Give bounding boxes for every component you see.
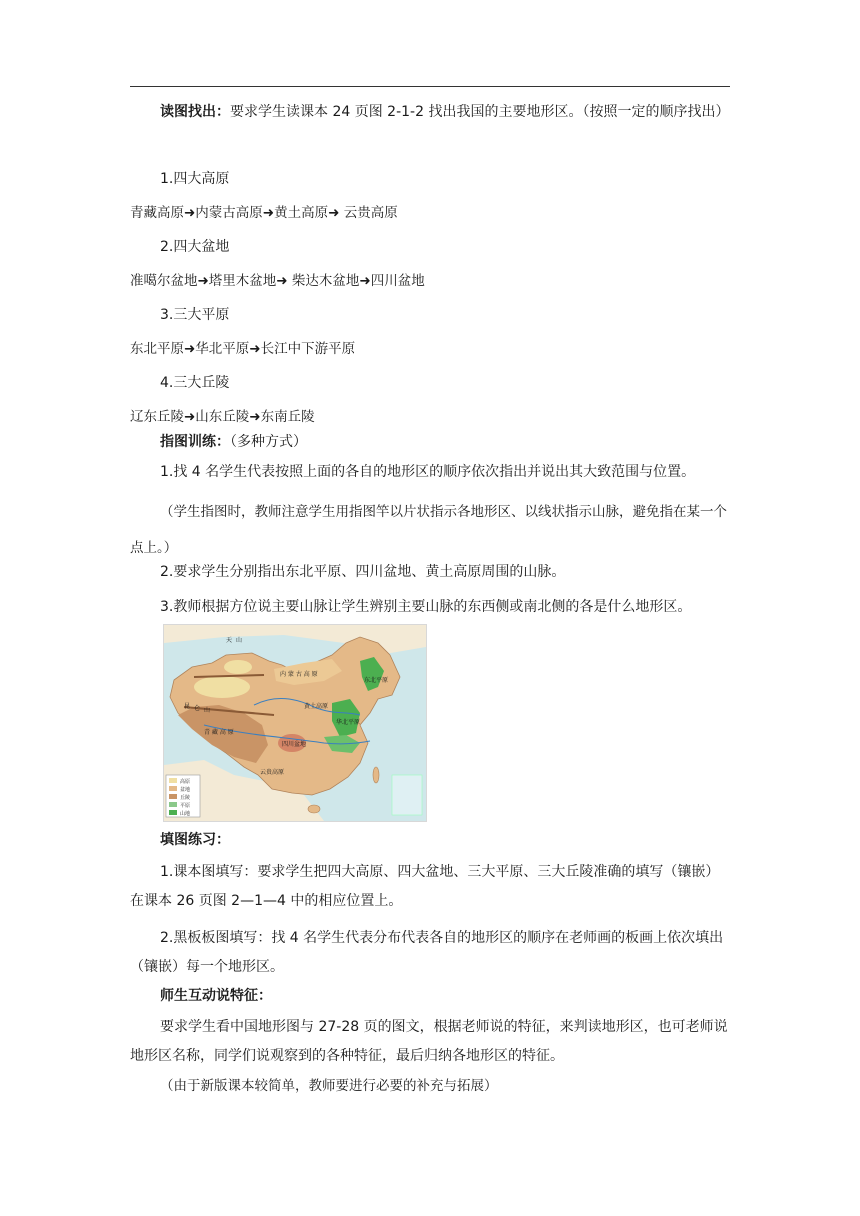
interaction-p1: 要求学生看中国地形图与 27-28 页的图文，根据老师说的特征，来判读地形区，也可老师说地形区名称，同学们说观察到的各种特征，最后归纳各地形区的特征。: [130, 1019, 728, 1064]
fill-map-p2: 2.黑板板图填写：找 4 名学生代表分布代表各自的地形区的顺序在老师画的板画上依次填出（镶嵌）每一个地形区。: [130, 930, 724, 975]
map-legend-1: 高原: [180, 779, 191, 785]
group-title-basins: 2.四大盆地: [160, 239, 230, 255]
group-items-basins: 准噶尔盆地➜塔里木盆地➜ 柴达木盆地➜四川盆地: [130, 273, 425, 289]
group-items-hills: 辽东丘陵➜山东丘陵➜东南丘陵: [130, 409, 315, 425]
interaction-note: （由于新版课本较简单，教师要进行必要的补充与拓展）: [160, 1078, 498, 1094]
map-label-qinghai-tibet: 青 藏 高 原: [204, 729, 234, 736]
map-label-yungui: 云贵高原: [260, 769, 285, 776]
map-legend-4: 平原: [180, 803, 191, 809]
map-legend-2: 盆地: [180, 787, 191, 793]
map-label-shan1: 山: [236, 637, 243, 644]
point-training-note: （学生指图时，教师注意学生用指图竿以片状指示各地形区、以线状指示山脉，避免指在某一个点上。）: [130, 504, 727, 556]
fill-map-p1: 1.课本图填写：要求学生把四大高原、四大盆地、三大平原、三大丘陵准确的填写（镶嵌）在课本 26 页图 2—1—4 中的相应位置上。: [130, 864, 720, 909]
map-label-loess: 黄土高原: [304, 703, 329, 710]
header-rule: [130, 86, 730, 87]
map-label-shan2: 山: [204, 707, 211, 714]
point-training-p1: 1.找 4 名学生代表按照上面的各自的地形区的顺序依次指出并说出其大致范围与位置。: [160, 464, 696, 480]
group-title-hills: 4.三大丘陵: [160, 375, 230, 391]
section-read-map-heading: 读图找出：: [160, 104, 230, 120]
map-label-lun: 仑: [194, 705, 201, 712]
section-point-training-sub: （多种方式）: [230, 434, 307, 450]
group-items-plains: 东北平原➜华北平原➜长江中下游平原: [130, 341, 356, 357]
map-label-sichuan: 四川盆地: [282, 741, 307, 748]
section-interaction-heading: 师生互动说特征：: [160, 988, 272, 1004]
map-legend-5: 山地: [180, 811, 191, 817]
point-training-p2: 2.要求学生分别指出东北平原、四川盆地、黄土高原周围的山脉。: [160, 564, 566, 580]
section-point-training: [130, 428, 730, 457]
china-map-svg: [164, 625, 426, 821]
map-label-kun: 昆: [184, 703, 191, 710]
map-label-inner-mongolia: 内 蒙 古 高 原: [280, 671, 318, 678]
china-terrain-map: [163, 624, 427, 822]
map-legend-3: 丘陵: [180, 795, 191, 801]
section-point-training-heading: 指图训练：: [160, 434, 230, 450]
section-read-map-text: 要求学生读课本 24 页图 2-1-2 找出我国的主要地形区。（按照一定的顺序找出）: [230, 104, 730, 120]
map-label-north-china-plain: 华北平原: [336, 719, 361, 726]
section-fill-map-heading: 填图练习：: [160, 832, 230, 848]
group-title-plains: 3.三大平原: [160, 307, 230, 323]
group-items-plateaus: 青藏高原➜内蒙古高原➜黄土高原➜ 云贵高原: [130, 205, 398, 221]
map-label-tian: 天: [226, 637, 233, 644]
group-title-plateaus: 1.四大高原: [160, 171, 230, 187]
point-training-p3: 3.教师根据方位说主要山脉让学生辨别主要山脉的东西侧或南北侧的各是什么地形区。: [160, 599, 692, 615]
section-read-map: [130, 98, 730, 127]
map-label-northeast-plain: 东北平原: [364, 677, 389, 684]
